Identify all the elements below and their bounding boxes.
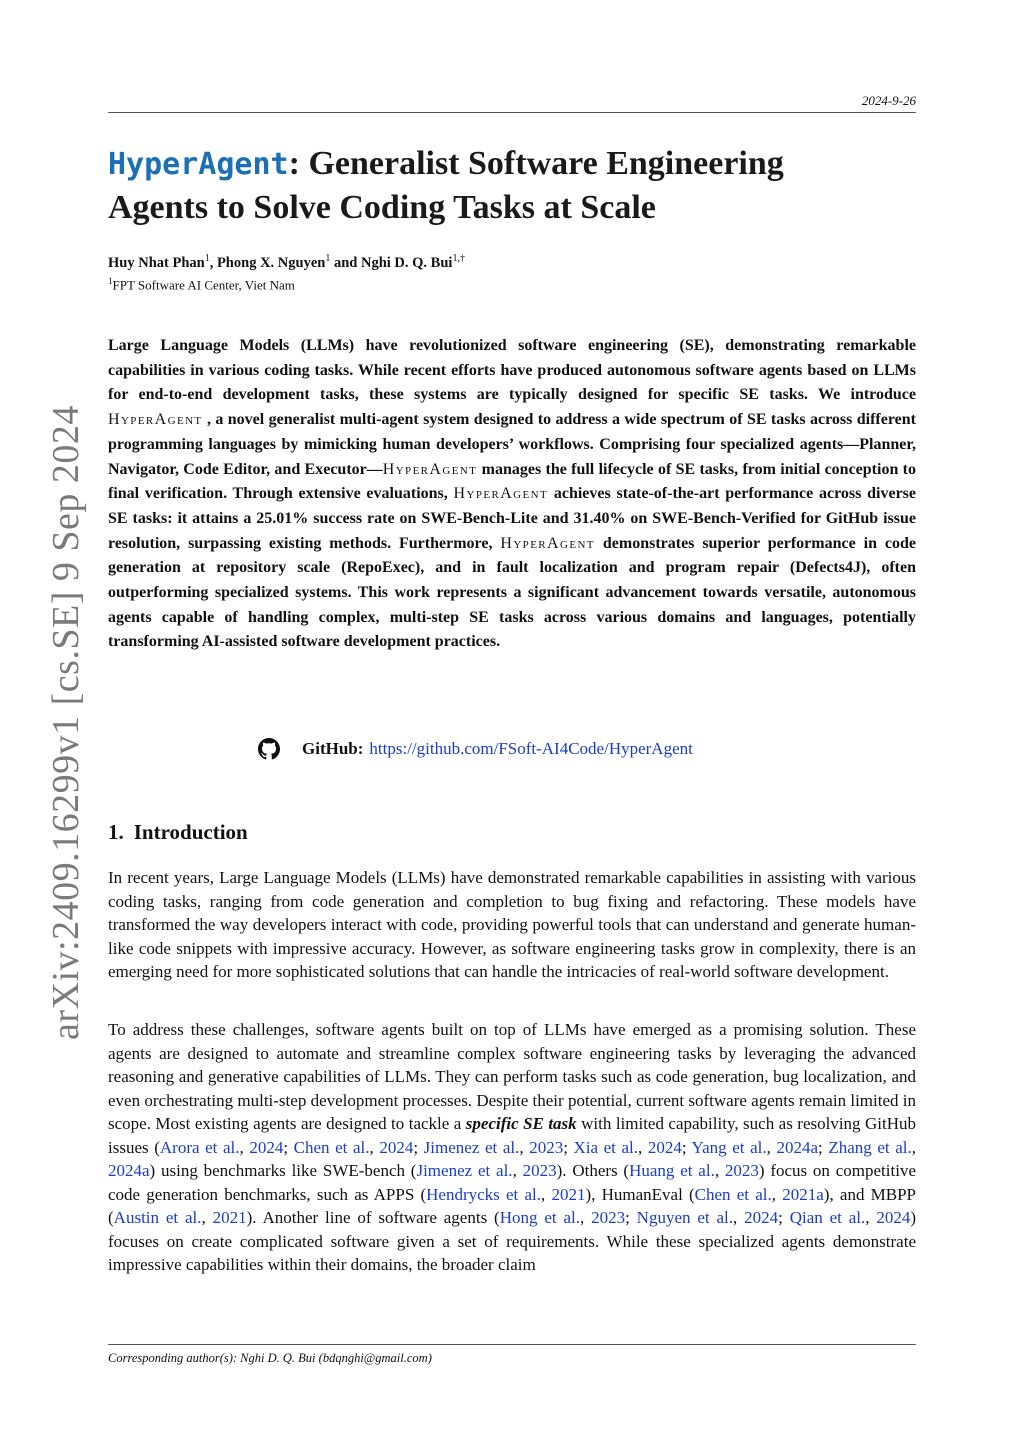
abstract-text: , a novel generalist multi-agent system designed to address a wide spectrum of SE tasks across different programming languages by mimicking human developers’ workflows. Comprising four specialized agents—Planner, Navigator, Code Editor, and Executor— <box>108 411 916 478</box>
author-name: Nghi D. Q. Bui <box>360 254 453 271</box>
citation-link[interactable]: Yang et al. <box>691 1137 767 1157</box>
citation-link[interactable]: Hendrycks et al. <box>426 1184 542 1204</box>
citation-link[interactable]: Arora et al. <box>159 1137 240 1157</box>
citation-link[interactable]: 2023 <box>591 1208 626 1227</box>
system-name: HyperAgent <box>108 411 203 429</box>
citation-link[interactable]: 2024 <box>379 1137 414 1157</box>
citation-link[interactable]: 2024a <box>108 1161 150 1180</box>
citation-link[interactable]: 2024 <box>876 1208 911 1227</box>
arxiv-identifier: arXiv:2409.16299v1 [cs.SE] 9 Sep 2024 <box>45 405 87 1040</box>
emphasis-text: specific SE task <box>465 1114 577 1133</box>
abstract <box>108 334 916 655</box>
abstract-text: Large Language Models (LLMs) have revolutionized software engineering (SE), demonstrating remarkable capabilities in various coding tasks. While recent efforts have produced autonomous software agents based on LLMs for end-to-end development tasks, these systems are typically designed for specific SE tasks. We introduce <box>108 337 916 404</box>
section-number: 1. <box>108 820 124 844</box>
author-list <box>108 253 465 272</box>
citation-link[interactable]: Qian et al. <box>789 1208 866 1227</box>
author-name: Huy Nhat Phan <box>108 254 205 271</box>
github-link[interactable]: https://github.com/FSoft-AI4Code/HyperAgent <box>369 739 693 758</box>
citation-link[interactable]: 2024 <box>744 1208 779 1227</box>
author-affil-mark: 1 <box>204 253 210 264</box>
citation-link[interactable]: 2023 <box>522 1161 557 1180</box>
author-name: Phong X. Nguyen <box>216 254 326 271</box>
intro-paragraph-2: To address these challenges, software agents built on top of LLMs have emerged as a promising solution. These agents are designed to automate and streamline complex software engineering tasks by leveraging the advanced reasoning and generative capabilities of LLMs. They can perform tasks such as code generation, bug localization, and even orchestrating multi-step development processes. Despite their potential, current software agents remain limited in scope. Most existing agents are designed to tackle a specific SE task with limited capability, such as resolving GitHub issues (Arora et al., 2024; Chen et al., 2024; Jimenez et al., 2023; Xia et al., 2024; Yang et al., 2024a; Zhang et al., 2024a) using benchmarks like SWE-bench (Jimenez et al., 2023). Others (Huang et al., 2023) focus on competitive code generation benchmarks, such as APPS (Hendrycks et al., 2021), HumanEval (Chen et al., 2021a), and MBPP (Austin et al., 2021). Another line of software agents (Hong et al., 2023; Nguyen et al., 2024; Qian et al., 2024) focuses on create complicated software given a set of requirements. While these specialized agents demonstrate impressive capabilities within their domains, the broader claim <box>108 1020 917 1274</box>
citation-link[interactable]: 2021a <box>782 1184 824 1204</box>
citation-link[interactable]: 2023 <box>724 1161 759 1180</box>
citation-link[interactable]: Zhang et al. <box>828 1137 912 1157</box>
author-separator: , <box>209 254 217 271</box>
paper-title <box>108 142 908 229</box>
author-separator: and <box>330 254 361 271</box>
citation-link[interactable]: Chen et al. <box>293 1137 370 1157</box>
footer-rule <box>108 1344 916 1345</box>
body-text: with limited capability, such as resolving GitHub issues ( <box>108 1114 916 1157</box>
citation-link[interactable]: Austin et al. <box>113 1208 202 1227</box>
abstract-text: demonstrates superior performance in code generation at repository scale (RepoExec), and in fault localization and program repair (Defects4J), often outperforming specialized systems. This work represents a significant advancement towards versatile, autonomous agents capable of handling complex, multi-step SE tasks across various domains and languages, potentially transforming AI-assisted software development practices. <box>108 534 916 651</box>
citation-link[interactable]: Jimenez et al. <box>416 1161 513 1180</box>
affiliation-mark: 1 <box>108 276 113 286</box>
abstract-text: achieves state-of-the-art performance across diverse SE tasks: it attains a 25.01% success rate on SWE-Bench-Lite and 31.40% on SWE-Bench-Verified for GitHub issue resolution, surpassing existing methods. Furthermore, <box>108 485 916 552</box>
citation-link[interactable]: Hong et al. <box>499 1208 580 1227</box>
citation-link[interactable]: 2021 <box>551 1184 586 1204</box>
abstract-text: manages the full lifecycle of SE tasks, from initial conception to final verification. Through extensive evaluations, <box>108 460 916 503</box>
body-text: ). Another line of software agents ( <box>246 1208 500 1227</box>
title-line2: Agents to Solve Coding Tasks at Scale <box>108 189 656 226</box>
system-name: HyperAgent <box>453 485 549 503</box>
body-text: ), HumanEval ( <box>585 1184 695 1204</box>
system-name: HyperAgent <box>382 460 478 478</box>
section-heading <box>108 820 248 845</box>
intro-paragraph-1: In recent years, Large Language Models (LLMs) have demonstrated remarkable capabilities in assisting with various coding tasks, ranging from code generation and completion to bug fixing and refactoring. These models have transformed the way developers interact with code, providing powerful tools that can understand and generate human-like code snippets with impressive accuracy. However, as software engineering tasks grow in complexity, there is an emerging need for more sophisticated solutions that can handle the intricacies of real-world software development. <box>108 868 916 981</box>
citation-link[interactable]: 2024 <box>249 1137 284 1157</box>
citation-link[interactable]: 2024 <box>647 1137 682 1157</box>
corresponding-author-note: Corresponding author(s): Nghi D. Q. Bui (bdqnghi@gmail.com) <box>108 1351 432 1365</box>
system-name: HyperAgent <box>500 534 595 552</box>
body-text: ). Others ( <box>556 1161 630 1180</box>
github-icon <box>258 738 280 760</box>
body-text: ) focus on competitive code generation benchmarks, such as APPS ( <box>108 1161 916 1204</box>
body-text: ), and MBPP ( <box>108 1184 917 1227</box>
citation-link[interactable]: Jimenez et al. <box>423 1137 520 1157</box>
body-text: ) focuses on create complicated software given a set of requirements. While these specialized agents demonstrate impressive capabilities within their domains, the broader claim <box>108 1208 917 1274</box>
author-affil-mark: 1 <box>325 253 331 264</box>
citation-link[interactable]: 2024a <box>776 1137 819 1157</box>
citation-link[interactable]: Huang et al. <box>629 1161 715 1180</box>
body-text: To address these challenges, software agents built on top of LLMs have emerged as a promising solution. These agents are designed to automate and streamline complex software engineering tasks by leveraging the advanced reasoning and generative capabilities of LLMs. They can perform tasks such as code generation, bug localization, and even orchestrating multi-step development processes. Despite their potential, current software agents remain limited in scope. Most existing agents are designed to tackle a <box>108 1020 916 1133</box>
citation-link[interactable]: 2021 <box>212 1208 247 1227</box>
github-line <box>258 738 693 760</box>
affiliation <box>108 276 295 293</box>
title-brand: HyperAgent <box>108 147 289 182</box>
citation-link[interactable]: Xia et al. <box>573 1137 639 1157</box>
citation-link[interactable]: Nguyen et al. <box>636 1208 733 1227</box>
citation-link[interactable]: 2023 <box>529 1137 564 1157</box>
page-date: 2024-9-26 <box>861 93 916 108</box>
section-title-text: Introduction <box>133 820 248 844</box>
title-line1: : Generalist Software Engineering <box>288 145 784 182</box>
affiliation-text: FPT Software AI Center, Viet Nam <box>112 277 295 293</box>
github-label: GitHub: <box>302 739 364 758</box>
body-text: ) using benchmarks like SWE-bench ( <box>149 1161 417 1180</box>
header-rule <box>108 112 916 113</box>
author-affil-mark: 1,† <box>452 253 465 264</box>
citation-link[interactable]: Chen et al. <box>694 1184 772 1204</box>
